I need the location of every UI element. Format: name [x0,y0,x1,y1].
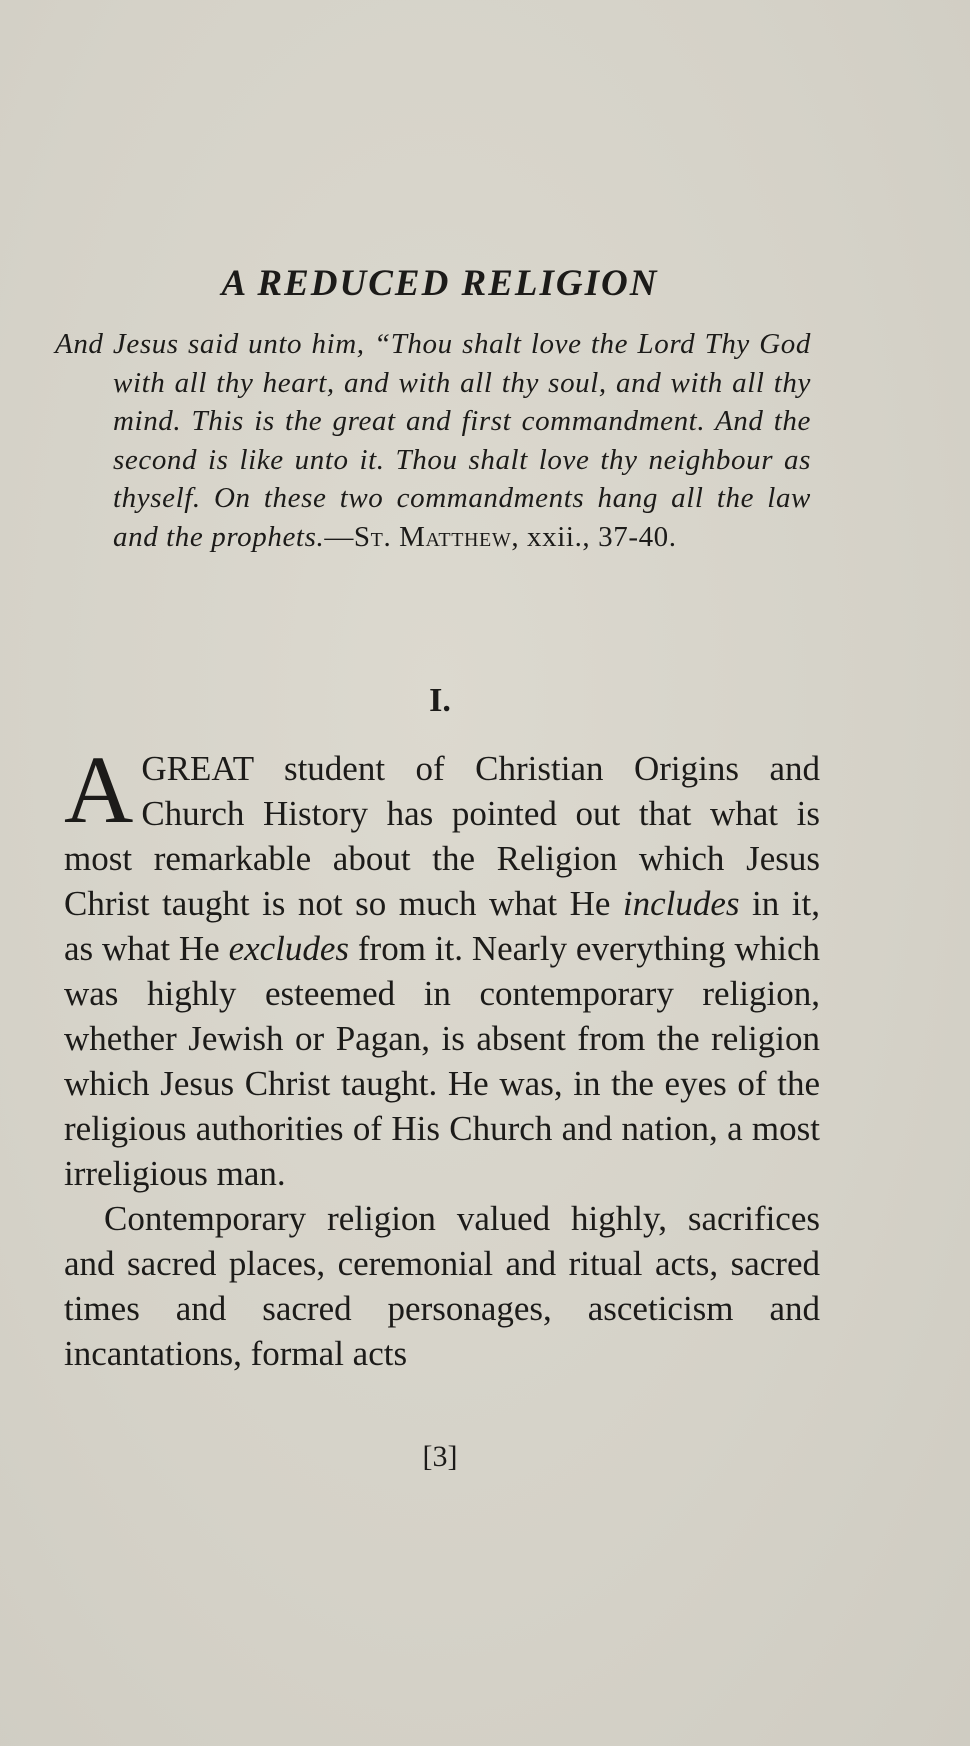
epigraph-citation-ref: xxii., 37-40. [519,520,677,553]
paragraph-1-text-c: from it. Nearly everything which was highly esteemed in contemporary religion, whether Jewish or Pagan, is absent from the religion which Jesus Christ taught. He was, in the eyes of the religious authorities of His Church and nation, a most irreligious man. [64,929,820,1193]
epigraph-dash: — [324,520,354,553]
section-number: I. [429,682,451,719]
paragraph-1-text-a: GREAT student of Christian Origins and Church History has pointed out that what is most remarkable about the Religion which Jesus Christ taught is not so much what He [64,749,820,923]
drop-cap: A [64,736,134,843]
emphasis-includes: includes [622,884,740,923]
epigraph-quote: And Jesus said unto him, “Thou shalt love the Lord Thy God with all thy heart, and with all thy soul, and with all thy mind. This is the great and first commandment. And the second is like unto it. Thou shalt love thy neighbour as thyself. On these two commandments hang all the law and the prophets. [55,328,811,553]
paragraph-1 [64,736,820,1196]
epigraph-citation-author: St. Matthew, [353,520,520,553]
paragraph-2: Contemporary religion valued highly, sacrifices and sacred places, ceremonial and ritual acts, sacred times and sacred personages, asceticism and incantations, formal acts [64,1199,820,1373]
page-number: [3] [422,1440,458,1473]
epigraph [55,325,811,556]
body-text [64,736,820,1376]
emphasis-excludes: excludes [228,929,350,968]
chapter-title: A REDUCED RELIGION [221,263,659,304]
paragraph-1-text-b: in it, as what He [64,884,820,968]
